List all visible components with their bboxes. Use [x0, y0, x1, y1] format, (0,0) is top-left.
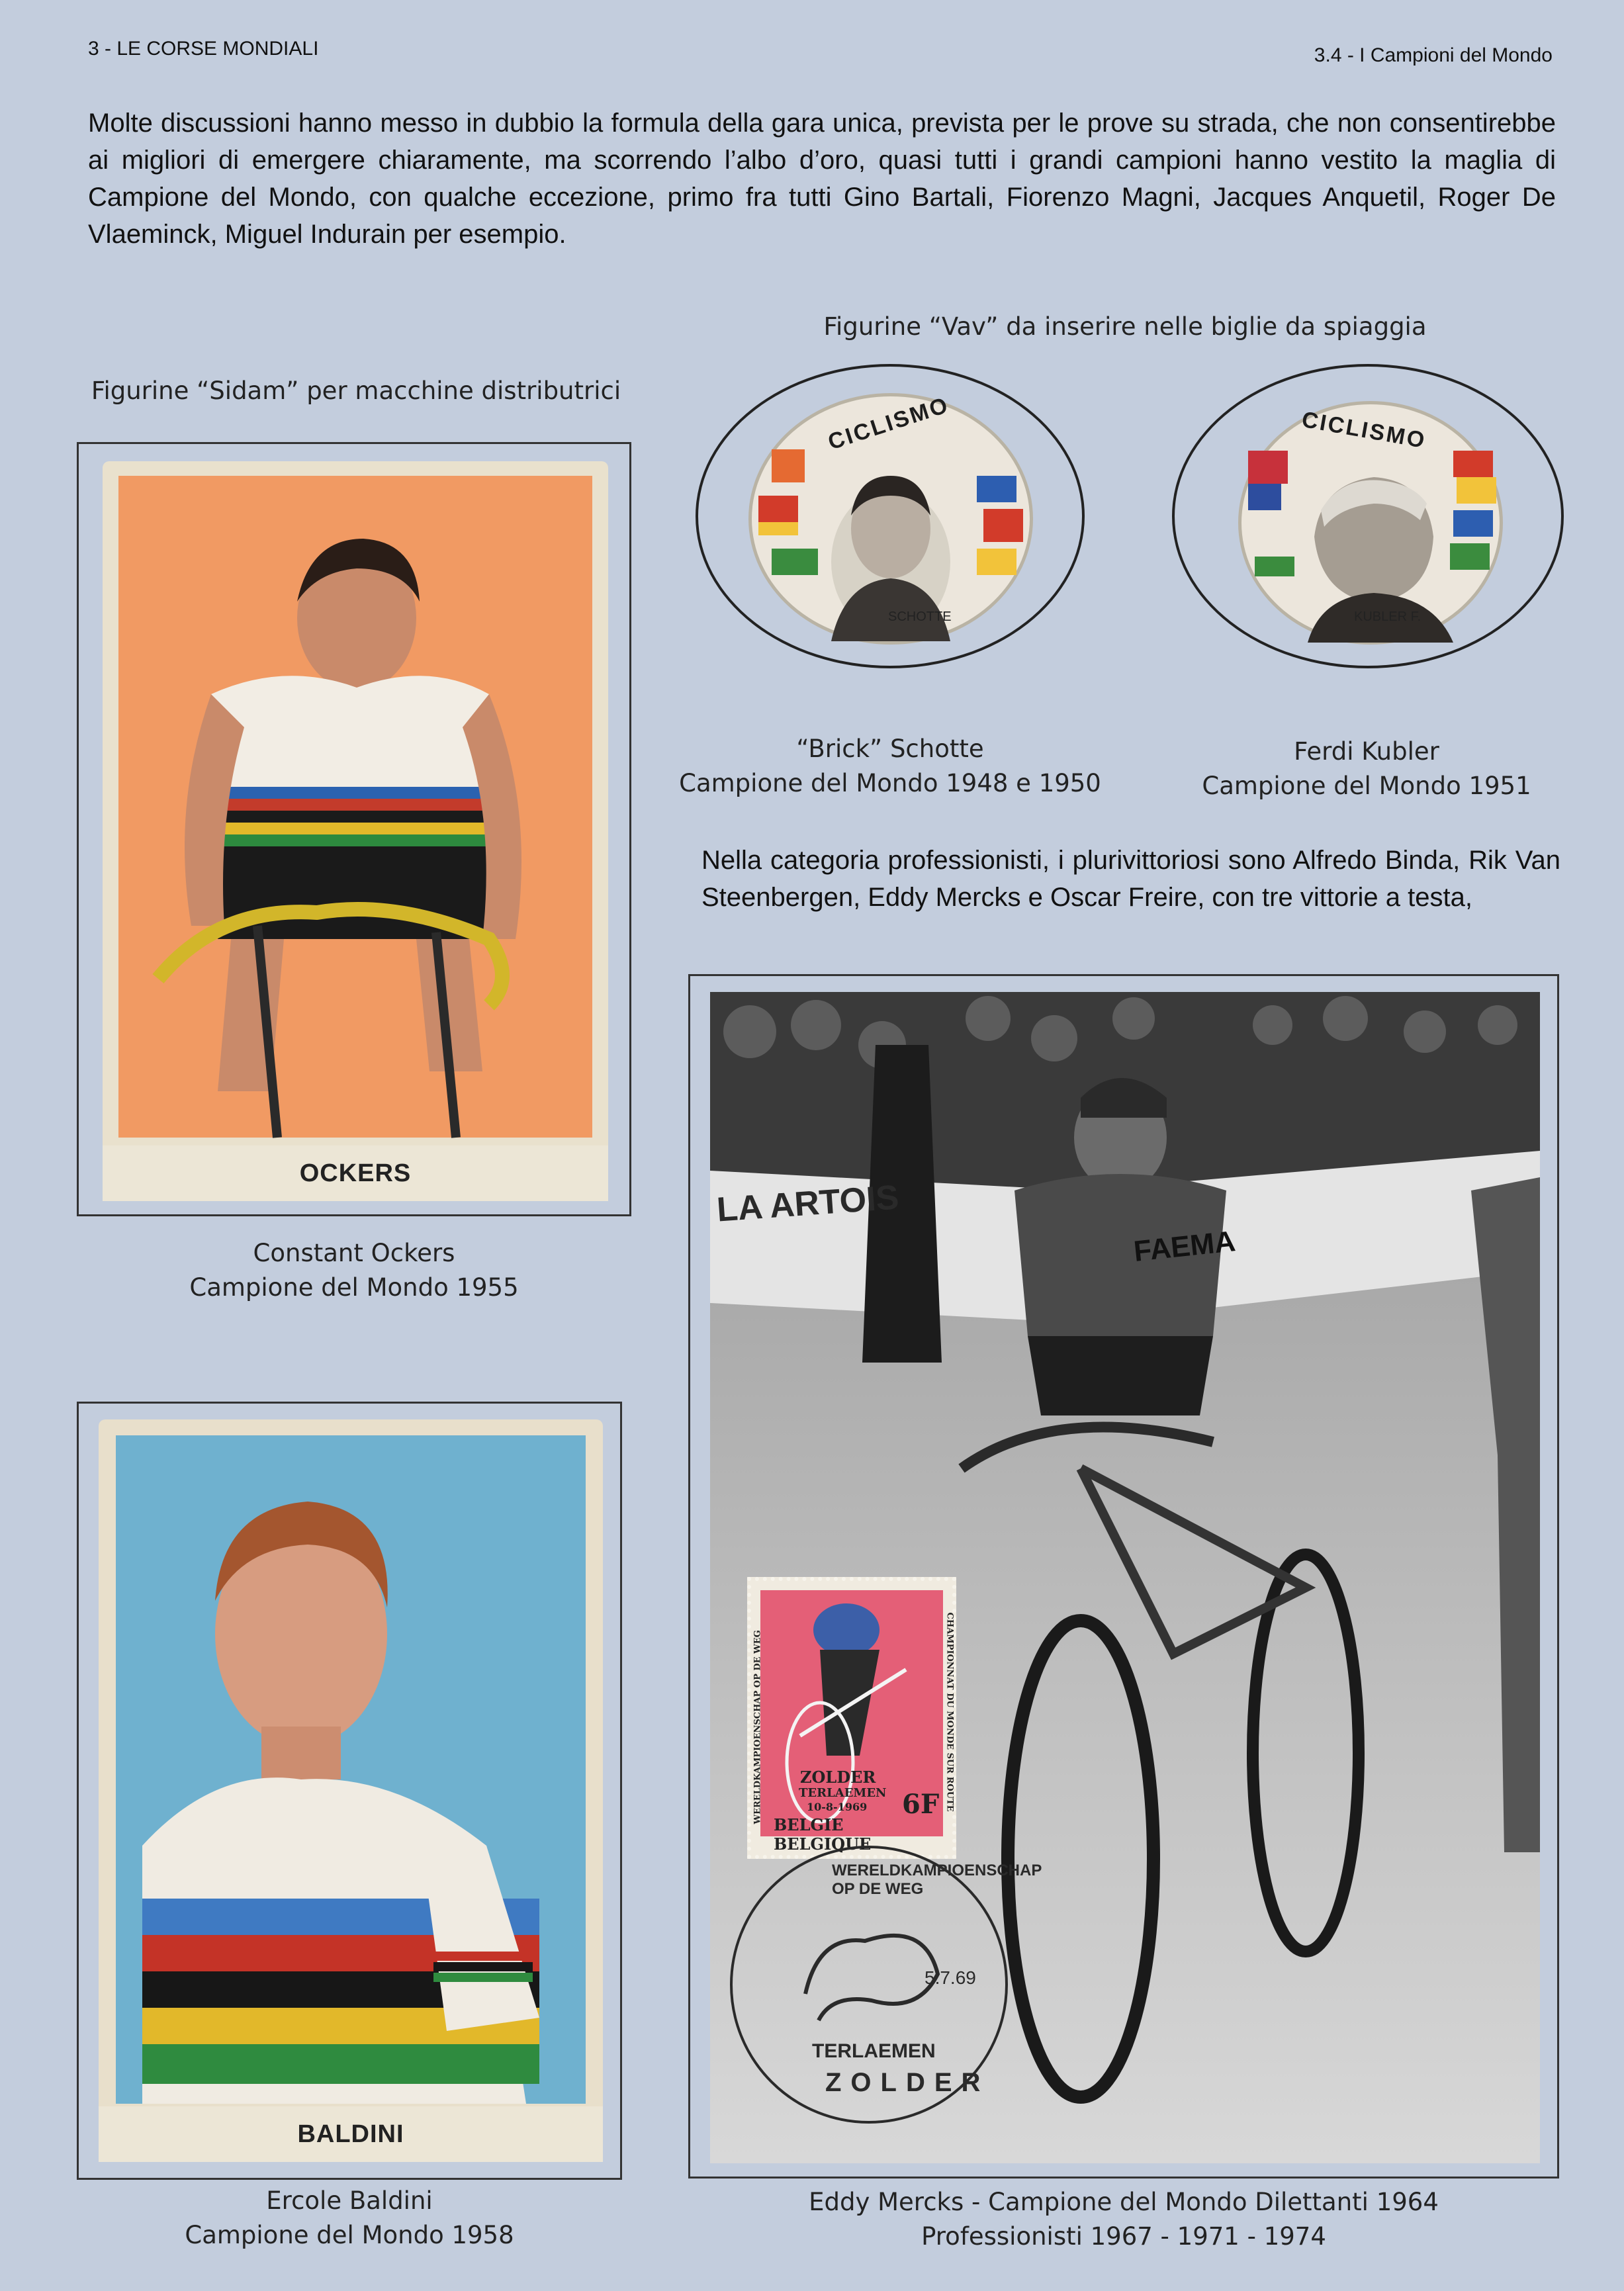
belgian-stamp	[747, 1577, 956, 1859]
kubler-ring	[1172, 364, 1564, 668]
mercks-photo	[710, 992, 1540, 2163]
baldini-card	[99, 1419, 603, 2162]
stamp-place2: TERLAEMEN	[799, 1786, 887, 1800]
ockers-frame	[77, 442, 631, 1216]
schotte-coin-name: SCHOTTE	[888, 609, 952, 624]
professionals-paragraph: Nella categoria professionisti, i plurivittoriosi sono Alfredo Binda, Rik Van Steenbergen, Eddy Mercks e Oscar Freire, con tre vittorie a testa,	[701, 846, 1560, 912]
baldini-frame	[77, 1402, 622, 2180]
ockers-portrait	[118, 476, 592, 1138]
stamp-image	[760, 1590, 943, 1854]
ockers-caption-title: Campione del Mondo 1955	[189, 1273, 519, 1302]
postmark-city: ZOLDER	[825, 2068, 990, 2097]
schotte-caption	[635, 732, 1145, 801]
baldini-caption-name: Ercole Baldini	[266, 2186, 433, 2215]
baldini-portrait	[116, 1435, 586, 2104]
baldini-caption-title: Campione del Mondo 1958	[185, 2221, 514, 2249]
kubler-caption-title: Campione del Mondo 1951	[1202, 772, 1531, 800]
ockers-caption	[77, 1236, 631, 1305]
rider-portrait-icon	[116, 1435, 586, 2104]
ockers-card	[103, 461, 608, 1201]
mercks-caption-line2: Professionisti 1967 - 1971 - 1974	[921, 2222, 1326, 2251]
ockers-caption-name: Constant Ockers	[253, 1239, 455, 1267]
stamp-side-right: CHAMPIONNAT DU MONDE SUR ROUTE	[944, 1612, 955, 1812]
baldini-card-label: BALDINI	[99, 2106, 603, 2162]
baldini-caption	[77, 2184, 622, 2253]
banner-text: LA ARTOIS	[715, 1178, 901, 1230]
postmark-town: TERLAEMEN	[812, 2040, 936, 2062]
kubler-caption-name: Ferdi Kubler	[1294, 737, 1439, 766]
stamp-value: 6F	[902, 1789, 940, 1820]
kubler-coin-name: KUBLER F.	[1354, 609, 1421, 624]
stamp-side-left: WERELDKAMPIOENSCHAP OP DE WEG	[752, 1630, 763, 1824]
stamp-country: BELGIE BELGIQUE	[774, 1815, 872, 1854]
jersey-text: FAEMA	[1132, 1225, 1238, 1268]
kubler-caption	[1165, 735, 1568, 803]
schotte-ring	[696, 364, 1085, 668]
schotte-caption-name: “Brick” Schotte	[796, 735, 984, 763]
mercks-frame	[688, 974, 1559, 2179]
intro-paragraph: Molte discussioni hanno messo in dubbio la formula della gara unica, prevista per le prove su strada, che non consentirebbe ai migliori di emergere chiaramente, ma scorrendo l’albo d’oro, quasi tutti i grandi campioni hanno vestito la maglia di Campione del Mondo, con qualche eccezione, primo fra tutti Gino Bartali, Fiorenzo Magni, Jacques Anquetil, Roger De Vlaeminck, Miguel Indurain per esempio.	[88, 109, 1556, 249]
postmark-arc: WERELDKAMPIOENSCHAP OP DE WEG	[832, 1862, 1042, 1898]
subsection-title: 3.4 - I Campioni del Mondo	[1314, 44, 1553, 66]
schotte-caption-title: Campione del Mondo 1948 e 1950	[679, 769, 1101, 797]
sidam-heading: Figurine “Sidam” per macchine distributrici	[91, 377, 621, 405]
postmark	[730, 1846, 1042, 2124]
kubler-coin	[1238, 401, 1503, 645]
mercks-caption-line1: Eddy Mercks - Campione del Mondo Dilettanti 1964	[809, 2188, 1439, 2216]
vav-heading: Figurine “Vav” da inserire nelle biglie da spiaggia	[823, 312, 1427, 341]
schotte-coin	[748, 393, 1033, 645]
kubler-coin-title: CICLISMO	[1300, 406, 1429, 454]
section-title: 3 - LE CORSE MONDIALI	[88, 38, 319, 60]
stamp-place: ZOLDER	[800, 1768, 876, 1787]
stamp-date: 10-8-1969	[807, 1801, 868, 1813]
cyclist-illustration-icon	[118, 476, 592, 1138]
circuit-icon	[792, 1895, 951, 2027]
mercks-caption	[688, 2185, 1559, 2254]
postmark-date: 5.7.69	[925, 1967, 976, 1988]
schotte-coin-title: CICLISMO	[825, 392, 953, 455]
ockers-card-label: OCKERS	[103, 1146, 608, 1201]
